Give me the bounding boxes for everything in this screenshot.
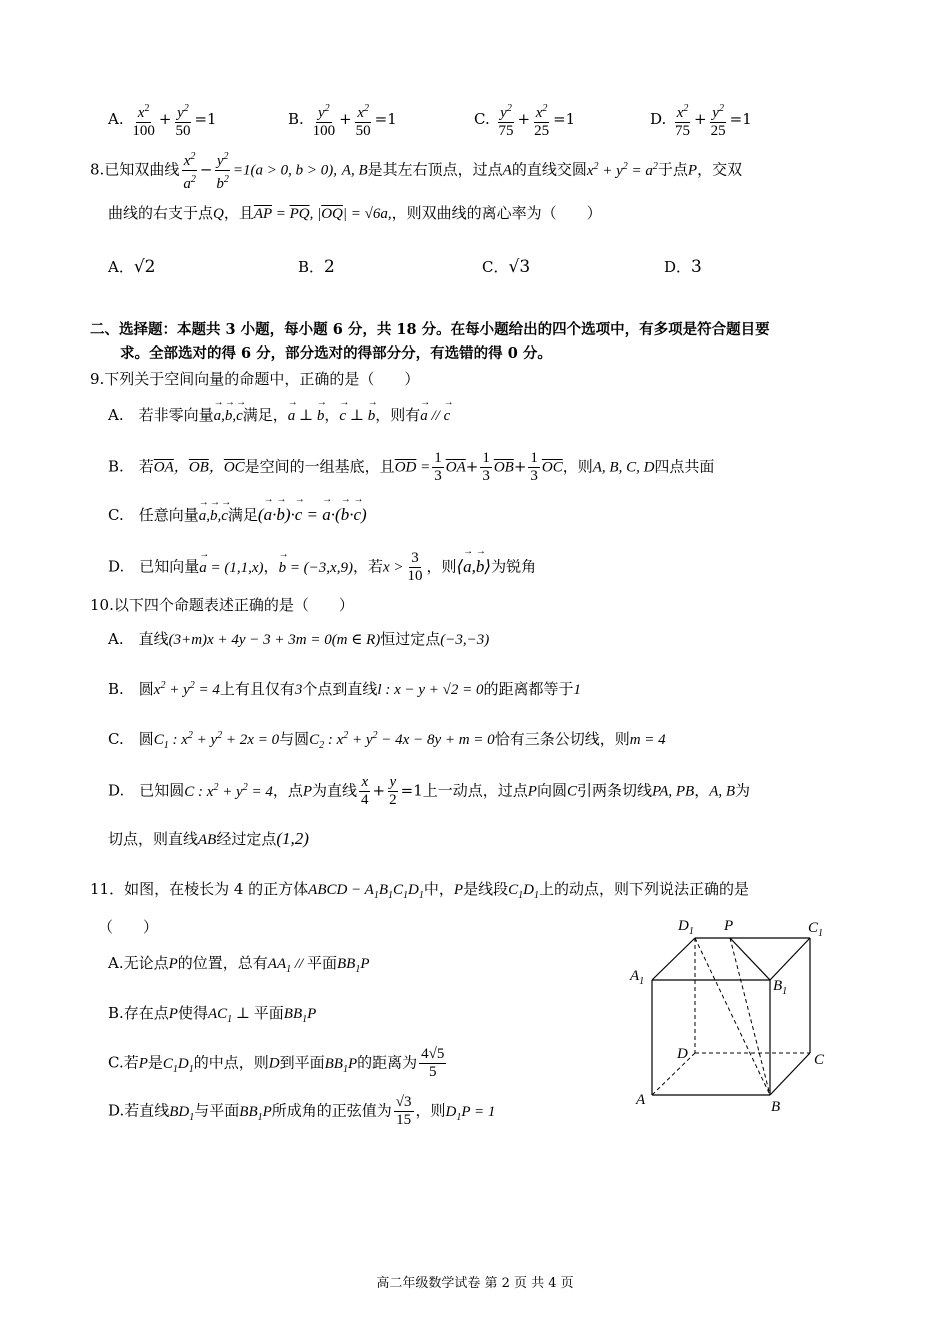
q11-option-b: B.存在点P使得$AC_1$ ⊥ 平面$BB_1P$	[108, 1004, 317, 1025]
q10-option-d: D. 已知圆C : $x^2 + y^2 = 4$，点P为直线 $\frac{x}{4}$ + $\frac{y}{2}$ =1上一动点，过点P向圆C引两条切线PA, PB，A, B为	[108, 774, 751, 808]
label-b1: $B_1$	[773, 978, 788, 997]
label-a1: $A_1$	[630, 968, 645, 987]
label-c: C	[814, 1052, 825, 1068]
q8-option-c: C．√3	[482, 257, 531, 277]
q7-option-c: C. $\frac{y^2}{75}$ + $\frac{x^2}{25}$ =1	[474, 100, 575, 140]
segment-pb-hidden	[730, 938, 770, 1095]
text: 曲线的右支于点	[108, 204, 214, 222]
segment-pb1	[730, 938, 770, 980]
q8-stem-line1: 8.已知双曲线 $\frac{x^2}{a^2}$ − $\frac{y^2}{b^2}$ =1(a > 0, b > 0), A, B是其左右顶点，过点A的直线交圆$x^2 + y^2 = a^2$于点P，交双	[90, 148, 742, 193]
q10-option-a: A. 直线(3+m)x + 4y − 3 + 3m = 0(m ∈ R)恒过定点(−3,−3)	[108, 630, 490, 648]
segment-d1b-hidden	[695, 938, 770, 1095]
fraction: $\frac{x^2}{100}$	[130, 100, 157, 140]
text: 的直线交圆	[511, 160, 587, 179]
q8-stem-line2: 曲线的右支于点Q，且$\overline{AP} = \overline{PQ}$, $|\overline{OQ}| = √6a$,，则双曲线的离心率为（ ）	[108, 204, 602, 222]
cube-diagram	[620, 908, 840, 1118]
q11-answer-paren: （ ）	[98, 918, 159, 936]
q9-option-d: D. 已知向量→ a = (1,1,x)，→ b = (−3,x,9)，若x > $\frac{3}{10}$ ，则⟨→ a,→ b⟩为锐角	[108, 550, 536, 585]
option-value: 2	[324, 257, 335, 277]
text: 已知双曲线	[104, 160, 180, 179]
q10-stem: 10.以下四个命题表述正确的是（ ）	[90, 596, 354, 614]
label-p: P	[724, 918, 734, 934]
section-heading-line2: 求。全部选对的得 6 分，部分选对的得部分分，有选错的得 0 分。	[120, 345, 552, 362]
q7-option-b: B. $\frac{y^2}{100}$ + $\frac{x^2}{50}$ =1	[288, 100, 397, 140]
q10-option-b: B. 圆$x^2 + y^2 = 4$上有且仅有3个点到直线l : x − y + √2 = 0的距离都等于1	[108, 680, 581, 698]
label-d1: $D_1$	[678, 918, 694, 937]
q9-option-b: B. 若$\overline{OA}$，$\overline{OB}$，$\overline{OC}$是空间的一组基底，且$\overline{OD}$ = $\frac{1}{3}$ $\overline{OA}+$ $\frac{1}{3}$ $\overline{OB}+$ $\frac{1}{3}$ $\overline{OC}$，则A, B, C, D四点共面	[108, 450, 715, 484]
q8-option-d: D．3	[664, 257, 702, 277]
label-d: D	[677, 1046, 688, 1062]
q7-option-a: A. $\frac{x^2}{100}$ + $\frac{y^2}{50}$ =1	[108, 100, 217, 140]
q11-option-d: D.若直线$BD_1$与平面$BB_1P$所成角的正弦值为 $\frac{√3}{15}$ ，则$D_1P = 1$	[108, 1094, 496, 1128]
label-b: B	[771, 1099, 781, 1115]
q9-stem: 9.下列关于空间向量的命题中，正确的是（ ）	[90, 370, 420, 388]
option-label: A.	[108, 110, 124, 128]
q8-option-b: B．2	[298, 257, 335, 277]
q7-option-d: D. $\frac{x^2}{75}$ + $\frac{y^2}{25}$ =1	[650, 100, 752, 140]
option-label: D.	[650, 110, 667, 128]
q10-option-d-line2: 切点，则直线AB经过定点(1,2)	[108, 829, 309, 848]
option-value: √2	[133, 257, 156, 277]
page-footer: 高二年级数学试卷 第 2 页 共 4 页	[376, 1276, 574, 1291]
edge-da-hidden	[652, 1053, 695, 1095]
text: 是其左右顶点，过点	[367, 160, 503, 179]
condition: =1(a > 0, b > 0),	[232, 162, 338, 179]
text: ，交双	[697, 160, 743, 179]
option-value: 3	[691, 257, 702, 277]
q10-option-c: C. 圆$C_1$ : $x^2 + y^2 + 2x = 0$与圆$C_2$ : $x^2 + y^2 - 4x - 8y + m = 0$恰有三条公切线，则m = 4	[108, 730, 666, 751]
points-ab: A, B	[341, 162, 368, 179]
option-label: C.	[474, 110, 490, 128]
edge-c1b1	[770, 938, 810, 980]
edge-bc	[770, 1053, 810, 1095]
section-heading-line1: 二、选择题：本题共 3 小题，每小题 6 分，共 18 分。在每小题给出的四个选项中，有多项是符合题目要	[90, 321, 770, 338]
edge-d1a1	[652, 938, 695, 980]
text: ，则双曲线的离心率为（ ）	[391, 204, 602, 222]
q8-option-a: A．√2	[108, 257, 156, 277]
q11-stem: 11．如图，在棱长为 4 的正方体ABCD − $A_1B_1C_1D_1$中，P是线段$C_1D_1$上的动点，则下列说法正确的是	[90, 880, 749, 901]
option-value: √3	[508, 257, 531, 277]
text: ，且	[223, 204, 254, 222]
label-c1: $C_1$	[808, 920, 824, 939]
q11-option-c: C.若P是$C_1D_1$的中点，则D到平面$BB_1P$的距离为 $\frac{4√5}{5}$	[108, 1046, 445, 1080]
option-label: B.	[288, 110, 304, 128]
q9-option-c: C. 任意向量→ a,→ b,→ c满足(→ a·→ b)·→ c = → a·(→ b·→ c)	[108, 504, 367, 525]
q11-option-a: A.无论点P的位置，总有$AA_1$ // 平面$BB_1P$	[108, 954, 370, 975]
question-number: 8.	[90, 160, 105, 179]
text: 于点	[657, 160, 688, 179]
label-a: A	[636, 1092, 646, 1108]
q9-option-a: A. 若非零向量→ a,→ b,→ c满足，→ a ⊥ → b，→ c ⊥ → b，则有→ a // → c	[108, 404, 450, 425]
